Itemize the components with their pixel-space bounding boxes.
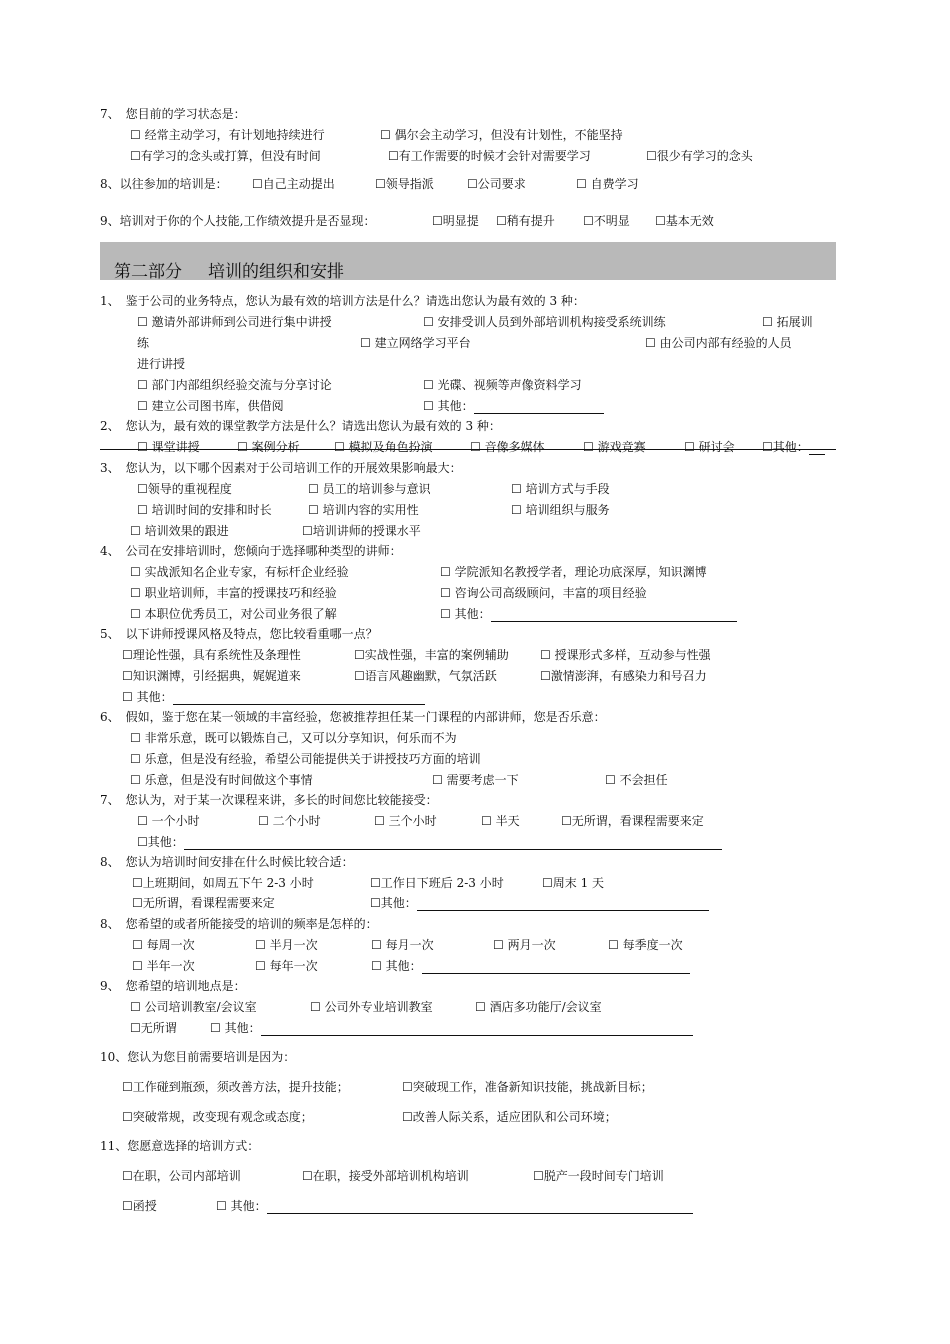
q8-option[interactable]: ☐自己主动提出	[252, 177, 335, 191]
p2-q8b-option[interactable]: ☐ 半月一次	[255, 938, 318, 952]
p2-q5-title: 5、 以下讲师授课风格及特点，您比较看重哪一点？	[100, 627, 378, 641]
p2-q1-option[interactable]: ☐ 建立公司图书库，供借阅	[137, 399, 284, 413]
p2-q2-title: 2、 您认为，最有效的课堂教学方法是什么？请选出您认为最有效的 3 种：	[100, 419, 501, 433]
other-label: ☐ 其他：	[122, 690, 173, 704]
p2-q9-option[interactable]: ☐ 公司培训教室/会议室	[130, 1000, 257, 1014]
p2-q1-option[interactable]: ☐ 邀请外部讲师到公司进行集中讲授	[137, 315, 332, 329]
other-label: ☐其他：	[762, 440, 809, 454]
other-label: ☐ 其他：	[216, 1199, 267, 1213]
p2-q10-option[interactable]: ☐工作碰到瓶颈，须改善方法，提升技能；	[122, 1080, 349, 1094]
p2-q8-option[interactable]: ☐上班期间，如周五下午 2-3 小时	[132, 876, 314, 890]
q7-option[interactable]: ☐有学习的念头或打算，但没有时间	[130, 149, 321, 163]
other-blank[interactable]	[491, 609, 737, 622]
p2-q3-option[interactable]: ☐ 员工的培训参与意识	[308, 482, 431, 496]
p2-q1-option[interactable]: ☐ 部门内部组织经验交流与分享讨论	[137, 378, 332, 392]
p2-q4-option[interactable]: ☐ 学院派知名教授学者，理论功底深厚，知识渊博	[440, 565, 707, 579]
p2-q7-option[interactable]: ☐ 一个小时	[137, 814, 200, 828]
other-blank[interactable]	[422, 961, 690, 974]
p2-q1-option-wrap: 练	[137, 336, 150, 350]
p2-q7-option[interactable]: ☐无所谓，看课程需要来定	[561, 814, 704, 828]
other-blank[interactable]	[261, 1023, 693, 1036]
q9-option[interactable]: ☐稍有提升	[496, 214, 555, 228]
p2-q9-option[interactable]: ☐ 酒店多功能厅/会议室	[475, 1000, 602, 1014]
p2-q3-option[interactable]: ☐领导的重视程度	[137, 482, 232, 496]
p2-q1-option[interactable]: ☐ 光碟、视频等声像资料学习	[423, 378, 582, 392]
p2-q4-other[interactable]	[440, 606, 737, 622]
other-label: ☐ 其他：	[210, 1021, 261, 1035]
other-blank[interactable]	[474, 401, 604, 414]
p2-q2-option[interactable]: ☐ 音像多媒体	[470, 440, 545, 454]
p2-q8b-option[interactable]: ☐ 半年一次	[132, 959, 195, 973]
p2-q6-option[interactable]: ☐ 乐意，但是没有经验，希望公司能提供关于讲授技巧方面的培训	[130, 752, 481, 766]
p2-q8b-option[interactable]: ☐ 每周一次	[132, 938, 195, 952]
p2-q2-option[interactable]: ☐ 游戏竞赛	[583, 440, 646, 454]
q7-option[interactable]: ☐很少有学习的念头	[646, 149, 753, 163]
p2-q9-option[interactable]: ☐ 公司外专业培训教室	[310, 1000, 433, 1014]
p2-q4-option[interactable]: ☐ 职业培训师，丰富的授课技巧和经验	[130, 586, 337, 600]
p2-q11-option[interactable]: ☐脱产一段时间专门培训	[533, 1169, 664, 1183]
other-label: ☐ 其他：	[423, 399, 474, 413]
p2-q4-option[interactable]: ☐ 咨询公司高级顾问，丰富的项目经验	[440, 586, 647, 600]
p2-q5-option[interactable]: ☐激情澎湃，有感染力和号召力	[540, 669, 707, 683]
p2-q8-option[interactable]: ☐无所谓，看课程需要来定	[132, 896, 275, 910]
p2-q1-title: 1、 鉴于公司的业务特点，您认为最有效的培训方法是什么？请选出您认为最有效的 3 种：	[100, 294, 585, 308]
p2-q6-option[interactable]: ☐ 不会担任	[605, 773, 668, 787]
q9-option[interactable]: ☐明显提	[432, 214, 479, 228]
q7-option[interactable]: ☐有工作需要的时候才会针对需要学习	[388, 149, 591, 163]
p2-q1-option[interactable]: ☐ 建立网络学习平台	[360, 336, 471, 350]
section-heading-title: 培训的组织和安排	[208, 262, 344, 282]
p2-q5-option[interactable]: ☐实战性强，丰富的案例辅助	[354, 648, 509, 662]
p2-q1-option[interactable]: ☐ 拓展训	[762, 315, 813, 329]
p2-q3-option[interactable]: ☐ 培训组织与服务	[511, 503, 610, 517]
p2-q7-other[interactable]	[137, 834, 722, 850]
p2-q3-option[interactable]: ☐ 培训效果的跟进	[130, 524, 229, 538]
p2-q10-option[interactable]: ☐突破常规，改变现有观念或态度；	[122, 1110, 313, 1124]
p2-q1-other[interactable]	[423, 398, 604, 414]
p2-q9-option[interactable]: ☐无所谓	[130, 1021, 177, 1035]
other-blank[interactable]	[417, 898, 709, 911]
other-label: ☐其他：	[137, 835, 184, 849]
q8-option[interactable]: ☐ 自费学习	[576, 177, 639, 191]
q9-option[interactable]: ☐基本无效	[655, 214, 714, 228]
q8-option[interactable]: ☐公司要求	[467, 177, 526, 191]
other-label: ☐ 其他：	[440, 607, 491, 621]
q7-title: 7、 您目前的学习状态是：	[100, 107, 246, 121]
p2-q6-title: 6、 假如，鉴于您在某一领域的丰富经验，您被推荐担任某一门课程的内部讲师，您是否乐意：	[100, 710, 606, 724]
p2-q8b-option[interactable]: ☐ 每季度一次	[608, 938, 683, 952]
p2-q11-title: 11、您愿意选择的培训方式：	[100, 1139, 260, 1153]
p2-q8b-option[interactable]: ☐ 两月一次	[493, 938, 556, 952]
q8-option[interactable]: ☐领导指派	[375, 177, 434, 191]
other-blank[interactable]	[184, 837, 722, 850]
p2-q5-option[interactable]: ☐语言风趣幽默，气氛活跃	[354, 669, 497, 683]
p2-q8b-option[interactable]: ☐ 每月一次	[371, 938, 434, 952]
p2-q11-option[interactable]: ☐在职，接受外部培训机构培训	[302, 1169, 469, 1183]
p2-q2-other[interactable]	[762, 439, 825, 455]
p2-q4-option[interactable]: ☐ 实战派知名企业专家，有标杆企业经验	[130, 565, 349, 579]
p2-q8b-option[interactable]: ☐ 每年一次	[255, 959, 318, 973]
p2-q4-option[interactable]: ☐ 本职位优秀员工，对公司业务很了解	[130, 607, 337, 621]
p2-q8-other[interactable]	[370, 895, 709, 911]
p2-q3-title: 3、 您认为，以下哪个因素对于公司培训工作的开展效果影响最大：	[100, 461, 462, 475]
p2-q3-option[interactable]: ☐培训讲师的授课水平	[302, 524, 421, 538]
p2-q2-option[interactable]: ☐ 研讨会	[684, 440, 735, 454]
p2-q7-option[interactable]: ☐ 三个小时	[374, 814, 437, 828]
other-label: ☐其他：	[370, 896, 417, 910]
q8-title: 8、以往参加的培训是：	[100, 177, 228, 191]
p2-q8b-title: 8、 您希望的或者所能接受的培训的频率是怎样的：	[100, 917, 378, 931]
other-blank[interactable]	[267, 1201, 693, 1214]
p2-q1-option[interactable]: ☐ 安排受训人员到外部培训机构接受系统训练	[423, 315, 666, 329]
p2-q11-other[interactable]	[216, 1198, 693, 1214]
p2-q9-title: 9、 您希望的培训地点是：	[100, 979, 246, 993]
p2-q10-option[interactable]: ☐改善人际关系，适应团队和公司环境；	[402, 1110, 617, 1124]
p2-q5-option[interactable]: ☐ 授课形式多样，互动参与性强	[540, 648, 711, 662]
other-label: ☐ 其他：	[371, 959, 422, 973]
section-rule	[100, 449, 836, 450]
p2-q6-option[interactable]: ☐ 乐意，但是没有时间做这个事情	[130, 773, 313, 787]
p2-q7-option[interactable]: ☐ 半天	[481, 814, 520, 828]
p2-q3-option[interactable]: ☐ 培训内容的实用性	[308, 503, 419, 517]
p2-q3-option[interactable]: ☐ 培训方式与手段	[511, 482, 610, 496]
p2-q2-option[interactable]: ☐ 案例分析	[237, 440, 300, 454]
q9-title: 9、培训对于你的个人技能,工作绩效提升是否显现：	[100, 214, 376, 228]
p2-q8b-other[interactable]	[371, 958, 690, 974]
p2-q8-title: 8、 您认为培训时间安排在什么时候比较合适：	[100, 855, 354, 869]
p2-q2-option[interactable]: ☐ 模拟及角色扮演	[334, 440, 433, 454]
other-blank[interactable]	[173, 692, 425, 705]
p2-q10-title: 10、您认为您目前需要培训是因为：	[100, 1050, 296, 1064]
p2-q7-title: 7、 您认为，对于某一次课程来讲，多长的时间您比较能接受：	[100, 793, 438, 807]
section-heading-part: 第二部分	[114, 262, 182, 282]
p2-q1-option-wrap: 进行讲授	[137, 357, 186, 371]
q9-option[interactable]: ☐不明显	[583, 214, 630, 228]
p2-q10-option[interactable]: ☐突破现工作，准备新知识技能，挑战新目标；	[402, 1080, 653, 1094]
p2-q8-option[interactable]: ☐工作日下班后 2-3 小时	[370, 876, 504, 890]
p2-q9-other[interactable]	[210, 1020, 693, 1036]
p2-q7-option[interactable]: ☐ 二个小时	[258, 814, 321, 828]
p2-q5-other[interactable]	[122, 689, 425, 705]
p2-q6-option[interactable]: ☐ 非常乐意，既可以锻炼自己，又可以分享知识，何乐而不为	[130, 731, 457, 745]
p2-q6-option[interactable]: ☐ 需要考虑一下	[432, 773, 519, 787]
p2-q11-option[interactable]: ☐函授	[122, 1199, 157, 1213]
p2-q1-option[interactable]: ☐ 由公司内部有经验的人员	[645, 336, 792, 350]
q7-option[interactable]: ☐ 经常主动学习，有计划地持续进行	[130, 128, 325, 142]
p2-q8-option[interactable]: ☐周末 1 天	[542, 876, 605, 890]
p2-q4-title: 4、 公司在安排培训时，您倾向于选择哪种类型的讲师：	[100, 544, 402, 558]
p2-q5-option[interactable]: ☐知识渊博，引经据典，娓娓道来	[122, 669, 301, 683]
p2-q3-option[interactable]: ☐ 培训时间的安排和时长	[137, 503, 272, 517]
q7-option[interactable]: ☐ 偶尔会主动学习，但没有计划性，不能坚持	[380, 128, 623, 142]
p2-q11-option[interactable]: ☐在职，公司内部培训	[122, 1169, 241, 1183]
section-heading	[114, 262, 370, 282]
p2-q2-option[interactable]: ☐ 课堂讲授	[137, 440, 200, 454]
p2-q5-option[interactable]: ☐理论性强，具有系统性及条理性	[122, 648, 301, 662]
